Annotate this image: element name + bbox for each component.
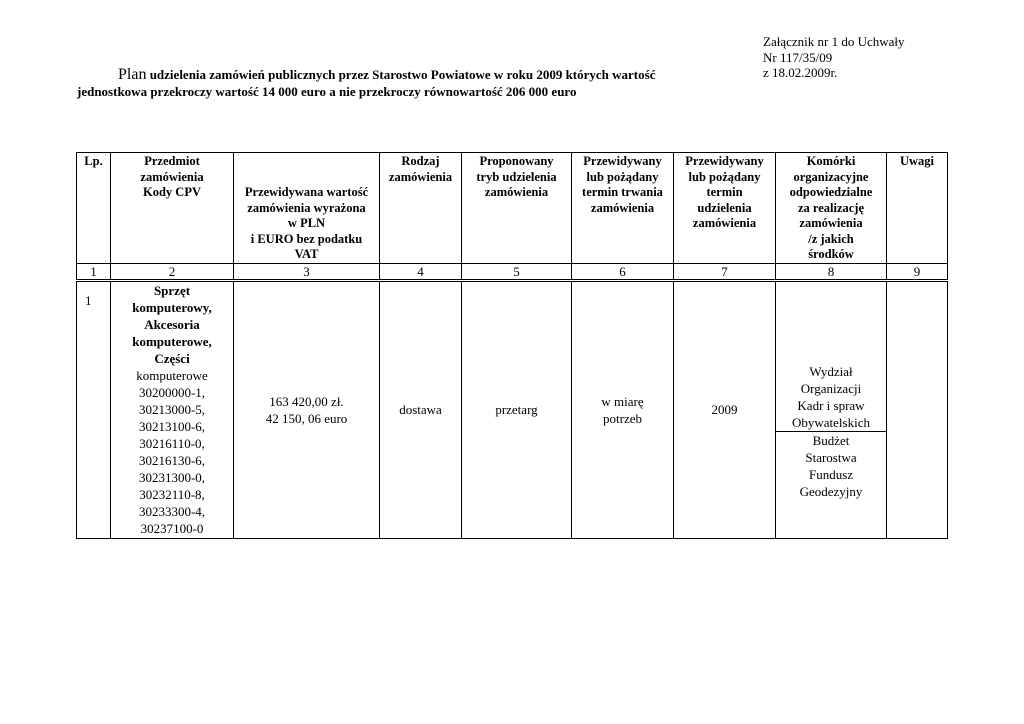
column-number: 5 — [462, 263, 572, 280]
header-line: zamówienia — [484, 185, 549, 199]
header-line: termin trwania — [582, 185, 663, 199]
title-plan-word: Plan — [118, 66, 147, 83]
funding-line: Geodezyjny — [799, 483, 863, 499]
funding-line: Fundusz — [808, 466, 854, 482]
header-line: Przewidywany — [685, 154, 764, 168]
header-line: VAT — [294, 247, 319, 261]
header-line — [236, 154, 377, 170]
unit-line: Wydział — [809, 363, 853, 379]
header-line: Uwagi — [899, 154, 935, 168]
cell-responsible-unit — [776, 280, 887, 538]
header-value — [234, 153, 380, 264]
column-number: 2 — [111, 263, 234, 280]
header-line: środków — [808, 247, 854, 261]
header-line: Przewidywana wartość — [244, 185, 369, 199]
annex-line: Nr 117/35/09 — [763, 49, 833, 65]
duration-line: w miarę — [601, 393, 644, 409]
header-line: tryb udzielenia — [476, 169, 557, 184]
cpv-code-line: 30216130-6, — [138, 453, 206, 468]
header-line: w PLN — [287, 216, 326, 230]
cell-subject — [111, 280, 234, 538]
header-line: Przewidywany — [583, 154, 662, 168]
header-line: zamówienia — [388, 169, 453, 184]
header-line: udzielenia — [697, 200, 752, 215]
subject-line: komputerowe, — [132, 334, 212, 349]
unit-line: Obywatelskich — [792, 414, 870, 430]
cpv-code-line: 30216110-0, — [139, 436, 205, 451]
column-number: 7 — [674, 263, 776, 280]
header-line: i EURO bez podatku — [250, 231, 363, 246]
annex-line: Załącznik nr 1 do Uchwały — [763, 34, 905, 49]
column-number-row — [77, 263, 948, 280]
cpv-code-line: 30200000-1, — [138, 385, 206, 400]
header-line: lub pożądany — [586, 169, 659, 184]
header-award-date — [674, 153, 776, 264]
unit-line: Organizacji — [800, 380, 862, 396]
header-subject — [111, 153, 234, 264]
header-duration — [572, 153, 674, 264]
funding-source — [776, 432, 886, 530]
header-line: Kody CPV — [143, 185, 201, 199]
cpv-code-line: 30233300-4, — [138, 504, 206, 519]
subject-line: komputerowy, — [132, 300, 212, 315]
value-line: 42 150, 06 euro — [265, 410, 348, 426]
header-lp — [77, 153, 111, 264]
cell-award-date: 2009 — [674, 280, 776, 538]
procurement-plan-table — [76, 152, 948, 539]
header-line: zamówienia — [140, 169, 204, 184]
cpv-code-line: 30213000-5, — [138, 402, 206, 417]
header-line: zamówienia — [692, 216, 757, 230]
subject-line: Części — [154, 351, 190, 366]
funding-line: Starostwa — [805, 449, 857, 465]
subject-line: Sprzęt — [153, 283, 191, 298]
duration-line: potrzeb — [603, 410, 642, 426]
header-line: zamówienia — [590, 200, 655, 215]
header-mode — [462, 153, 572, 264]
header-line: Proponowany — [479, 154, 554, 168]
annex-reference — [763, 34, 905, 81]
header-line: lub pożądany — [688, 169, 761, 184]
header-line: /z jakich — [808, 231, 854, 246]
title-line-2: jednostkowa przekroczy wartość 14 000 euro a nie przekroczy równowartość 206 000 euro — [77, 84, 577, 99]
cell-value — [234, 280, 380, 538]
cell-lp: 1 — [77, 280, 111, 538]
funding-line: Budżet — [812, 432, 850, 448]
annex-line: z 18.02.2009r. — [763, 65, 838, 80]
header-remarks — [887, 153, 948, 264]
header-line: odpowiedzialne — [789, 185, 873, 199]
cpv-code-line: komputerowe — [136, 368, 208, 383]
subject-line: Akcesoria — [144, 317, 200, 332]
header-line: Komórki — [806, 154, 856, 168]
responsible-unit — [776, 290, 886, 432]
column-number: 9 — [887, 263, 948, 280]
header-line: zamówienia — [799, 216, 863, 230]
header-kind — [380, 153, 462, 264]
cell-remarks — [887, 280, 948, 538]
column-number: 3 — [234, 263, 380, 280]
header-line: za realizację — [797, 200, 865, 215]
header-line: termin — [706, 185, 743, 199]
cpv-code-line: 30213100-6, — [138, 419, 206, 434]
header-line: Lp. — [84, 154, 103, 168]
cpv-code-line: 30237100-0 — [140, 521, 204, 536]
column-number: 8 — [776, 263, 887, 280]
cell-duration — [572, 280, 674, 538]
column-number: 1 — [77, 263, 111, 280]
value-line: 163 420,00 zł. — [269, 393, 344, 409]
cell-kind: dostawa — [380, 280, 462, 538]
table-row — [77, 280, 948, 538]
header-row — [77, 153, 948, 264]
cpv-code-line: 30232110-8, — [139, 487, 205, 502]
column-number: 6 — [572, 263, 674, 280]
header-responsible-unit — [776, 153, 887, 264]
document-title — [77, 66, 777, 100]
header-line: Rodzaj — [401, 154, 440, 168]
title-line-1: udzielenia zamówień publicznych przez Starostwo Powiatowe w roku 2009 których wartość — [149, 67, 656, 82]
unit-line: Kadr i spraw — [797, 397, 865, 413]
header-line: zamówienia wyrażona — [247, 200, 366, 215]
header-line — [236, 170, 377, 186]
cpv-code-line: 30231300-0, — [138, 470, 206, 485]
column-number: 4 — [380, 263, 462, 280]
header-line: Przedmiot — [144, 154, 200, 168]
cell-mode: przetarg — [462, 280, 572, 538]
header-line: organizacyjne — [793, 169, 869, 184]
